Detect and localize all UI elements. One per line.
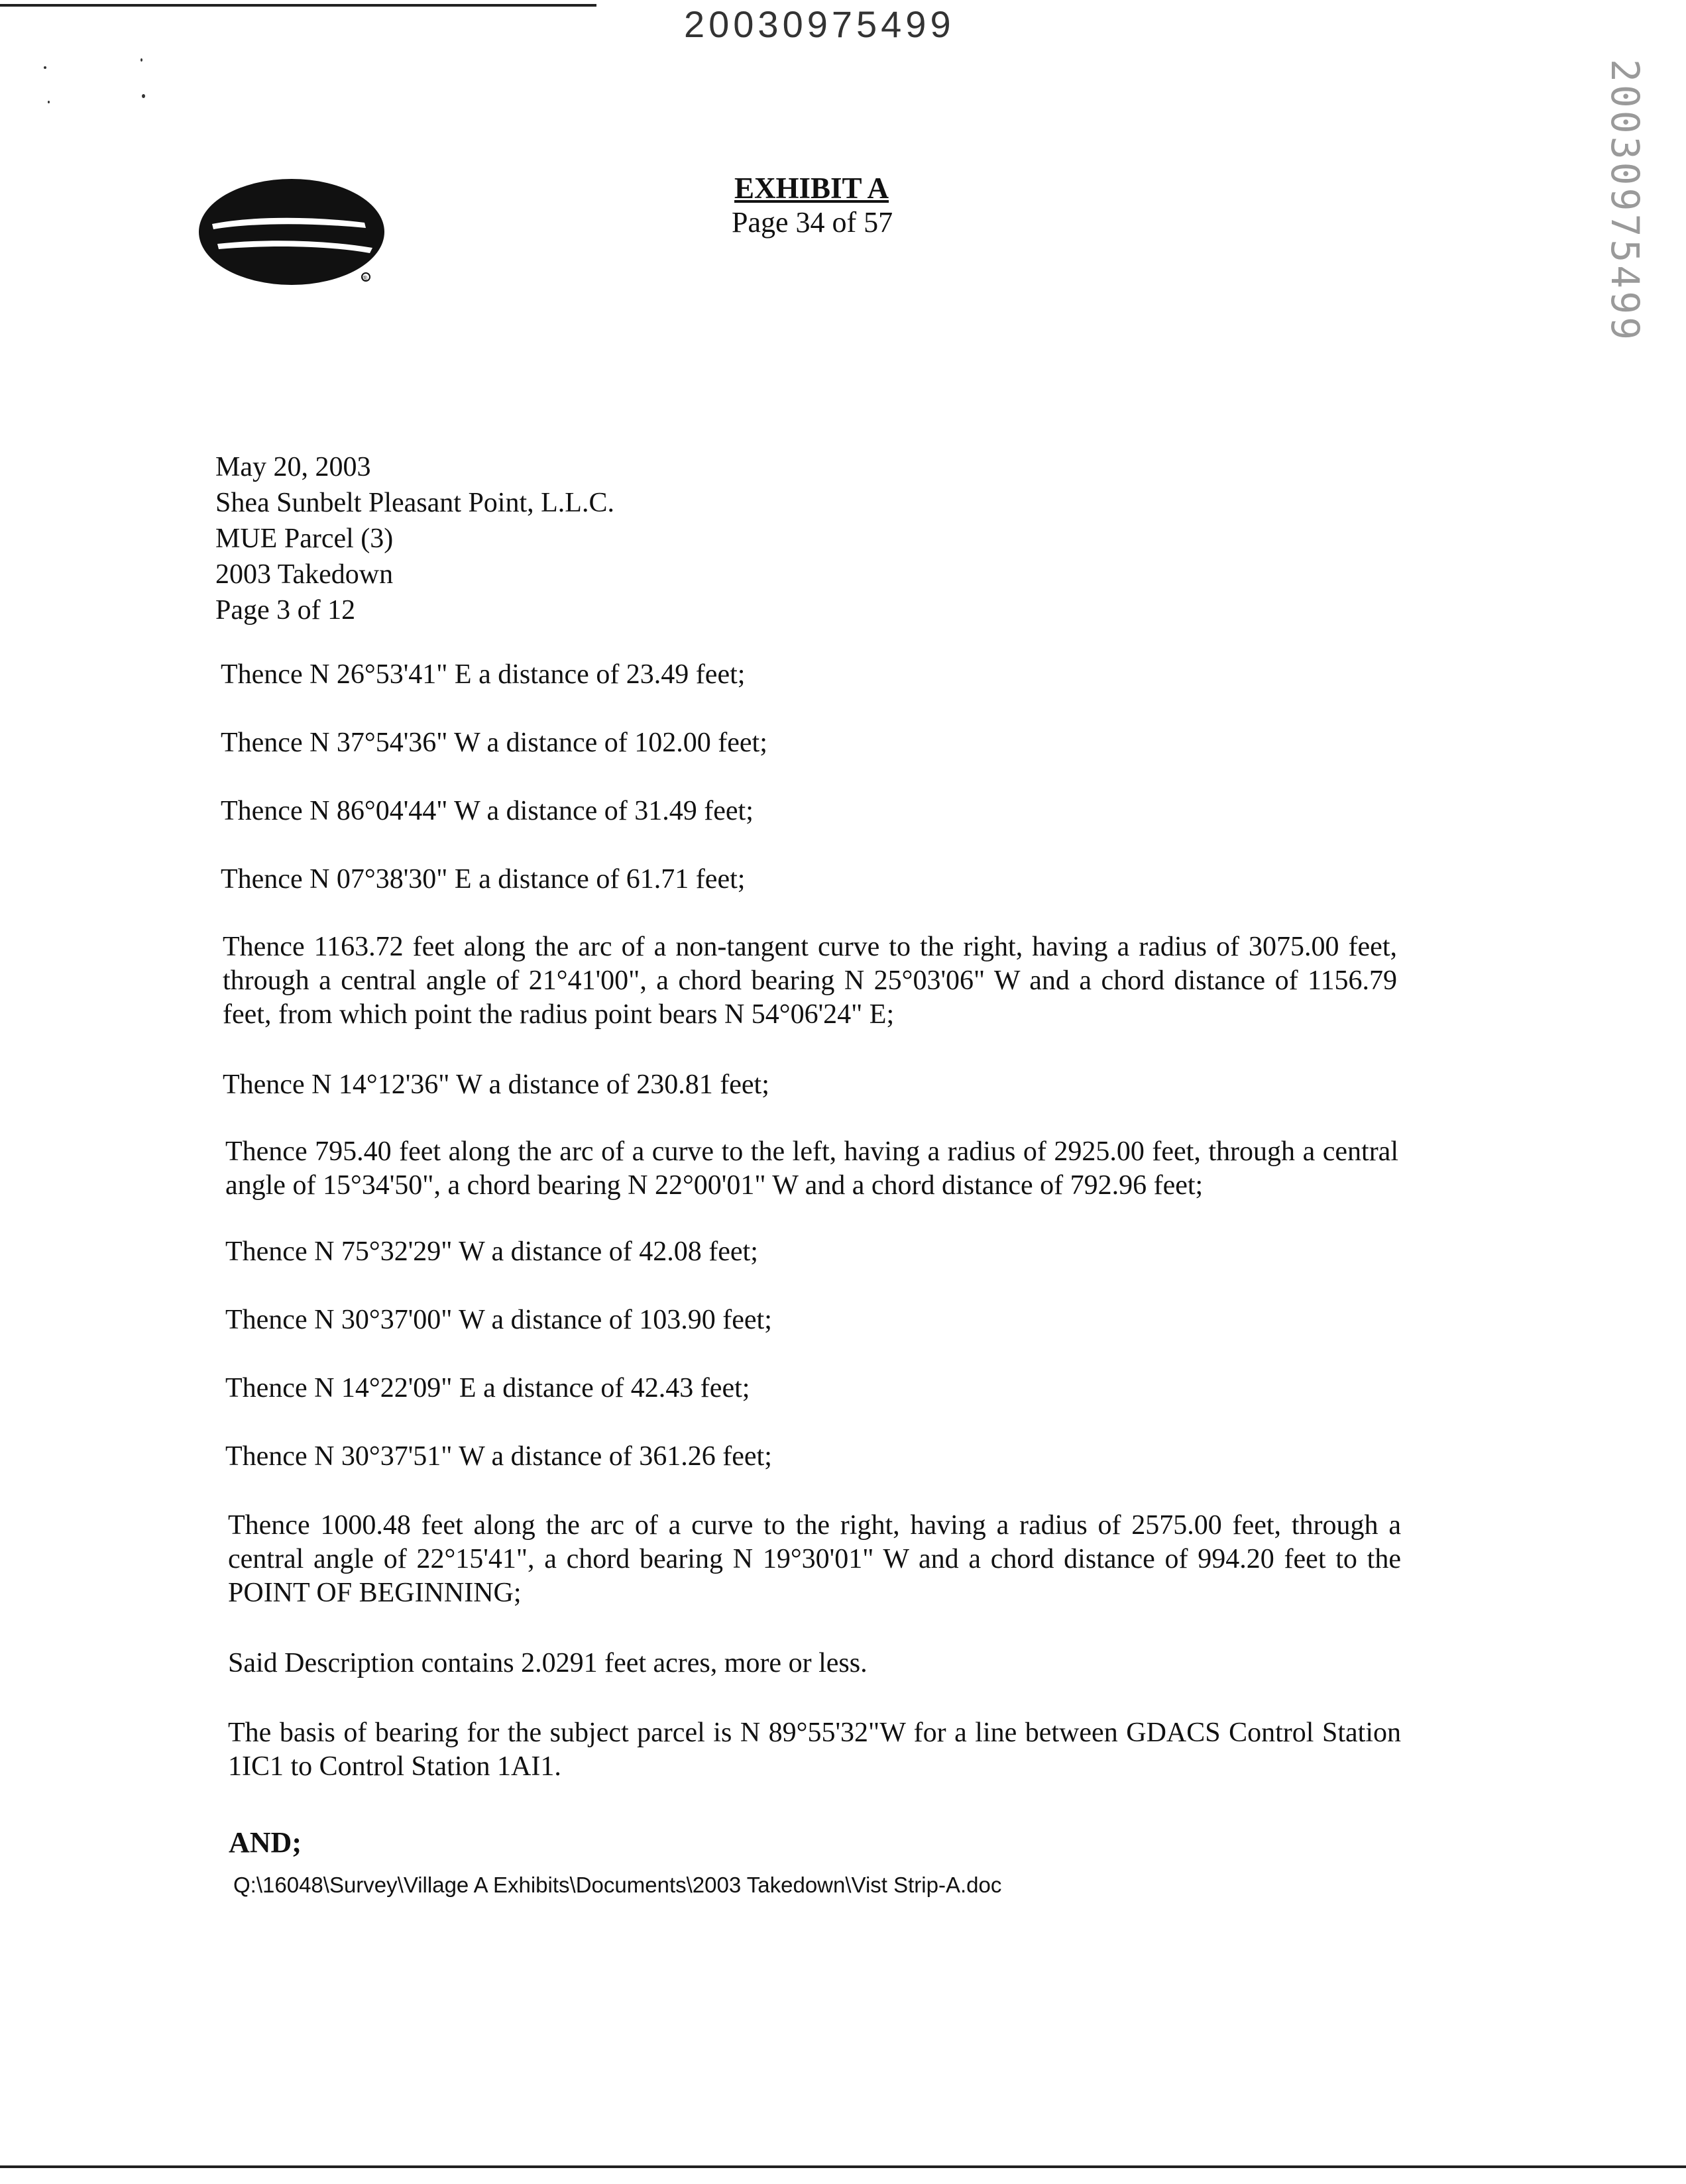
side-stamp — [1599, 58, 1652, 343]
file-path: Q:\16048\Survey\Village A Exhibits\Documents\2003 Takedown\Vist Strip-A.doc — [233, 1873, 1002, 1897]
course-line: Thence N 26°53'41" E a distance of 23.49 feet; — [221, 659, 746, 690]
company-name: Shea Sunbelt Pleasant Point, L.L.C. — [215, 488, 614, 518]
curve-paragraph: Thence 1000.48 feet along the arc of a curve to the right, having a radius of 2575.00 feet, through a central angle of 22°15'41", a chord bearing N 19°30'01" W and a chord distance of 994.20 feet to the POINT OF BEGINNING; — [228, 1510, 1401, 1608]
bottom-rule — [0, 2165, 1686, 2168]
course-line: Thence N 30°37'51" W a distance of 361.26 feet; — [225, 1441, 772, 1472]
registered-mark: ® — [363, 275, 368, 282]
company-logo — [199, 179, 391, 295]
area-statement: Said Description contains 2.0291 feet acres, more or less. — [228, 1648, 868, 1678]
takedown-label: 2003 Takedown — [215, 559, 394, 590]
letter-header — [215, 449, 614, 628]
course-line: Thence N 75°32'29" W a distance of 42.08 feet; — [225, 1236, 758, 1267]
course-line: Thence N 14°12'36" W a distance of 230.81 feet; — [223, 1069, 769, 1100]
curve-paragraph: Thence 795.40 feet along the arc of a curve to the left, having a radius of 2925.00 feet, through a central angle of 15°34'50", a chord bearing N 22°00'01" W and a chord distance of 792.96 feet; — [225, 1136, 1398, 1201]
course-line: Thence N 37°54'36" W a distance of 102.00 feet; — [221, 728, 767, 758]
letter-page-number: Page 3 of 12 — [215, 595, 356, 626]
top-rule — [0, 4, 596, 7]
course-line: Thence N 30°37'00" W a distance of 103.90 feet; — [225, 1305, 772, 1335]
letter-date: May 20, 2003 — [215, 452, 371, 482]
course-line: Thence N 86°04'44" W a distance of 31.49 feet; — [221, 796, 754, 826]
exhibit-page-number: Page 34 of 57 — [732, 206, 893, 239]
stylized-s-logo-icon — [199, 179, 391, 295]
course-line: Thence N 07°38'30" E a distance of 61.71 feet; — [221, 864, 746, 895]
exhibit-title: EXHIBIT A — [734, 172, 889, 205]
course-line: Thence N 14°22'09" E a distance of 42.43 feet; — [225, 1373, 750, 1403]
side-stamp-text: 20030975499 — [1602, 58, 1648, 343]
basis-of-bearing: The basis of bearing for the subject parcel is N 89°55'32"W for a line between GDACS Control Station 1IC1 to Control Station 1AI1. — [228, 1718, 1401, 1782]
parcel-name: MUE Parcel (3) — [215, 523, 394, 554]
curve-paragraph: Thence 1163.72 feet along the arc of a non-tangent curve to the right, having a radius of 3075.00 feet, through a central angle of 21°41'00", a chord bearing N 25°03'06" W and a chord distance of 1156.79 feet, from which point the radius point bears N 54°06'24" E; — [223, 932, 1397, 1030]
document-number: 20030975499 — [684, 3, 955, 45]
and-label: AND; — [229, 1826, 302, 1859]
